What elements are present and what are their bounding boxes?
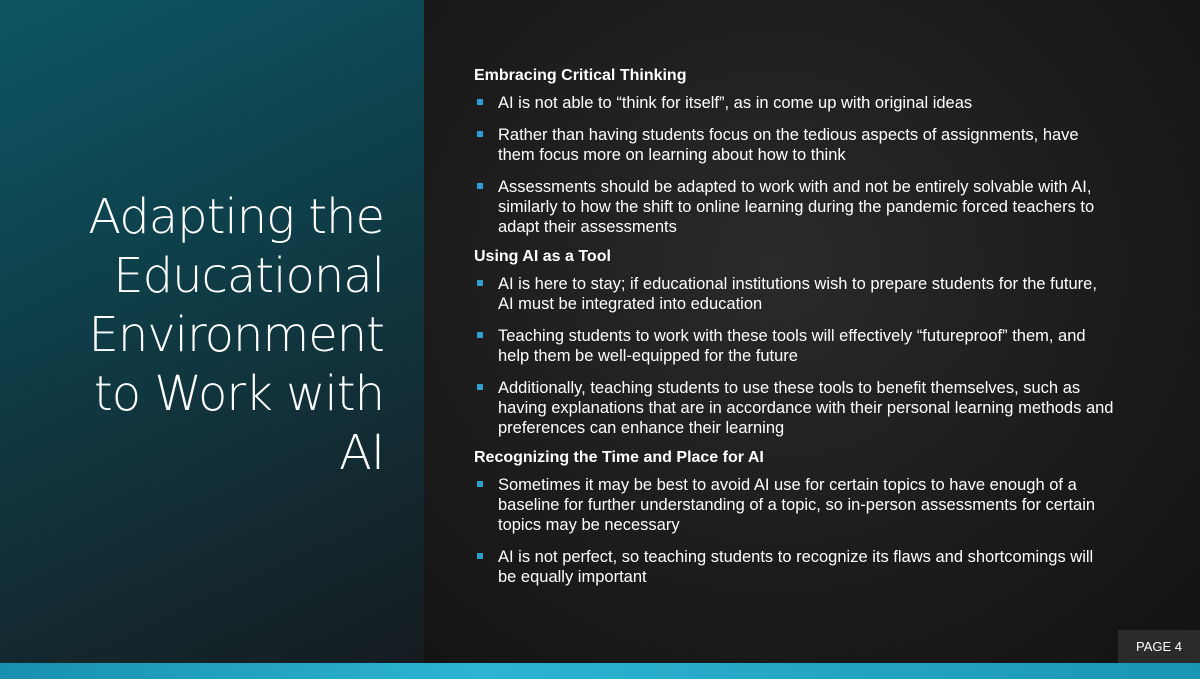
content-body (474, 66, 1114, 599)
square-bullet-icon (477, 99, 483, 105)
square-bullet-icon (477, 280, 483, 286)
bullet-item (474, 475, 1114, 535)
square-bullet-icon (477, 481, 483, 487)
section-heading: Embracing Critical Thinking (474, 67, 687, 84)
section-ai-tool (474, 247, 1114, 438)
bullet-item (474, 125, 1114, 165)
square-bullet-icon (477, 131, 483, 137)
bullet-item (474, 547, 1114, 587)
section-time-place (474, 448, 1114, 587)
bullet-item (474, 274, 1114, 314)
square-bullet-icon (477, 332, 483, 338)
bullet-text: Sometimes it may be best to avoid AI use for certain topics to have enough of a baseline for further understanding of a topic, so in-person assessments for certain topics may be necessary (498, 476, 1096, 534)
content-panel (424, 0, 1200, 663)
page-number-badge: PAGE 4 (1118, 630, 1200, 663)
title-panel (0, 0, 424, 663)
bullet-text: Additionally, teaching students to use these tools to benefit themselves, such as having explanations that are in accordance with their personal learning methods and preferences can enhance their learning (498, 379, 1114, 437)
bullet-item (474, 326, 1114, 366)
bullet-item (474, 177, 1114, 237)
bullet-text: AI is here to stay; if educational institutions wish to prepare students for the future, AI must be integrated into education (498, 275, 1097, 313)
bullet-item (474, 93, 1114, 113)
section-heading: Using AI as a Tool (474, 248, 611, 265)
square-bullet-icon (477, 183, 483, 189)
bullet-text: AI is not perfect, so teaching students to recognize its flaws and shortcomings will be equally important (498, 548, 1094, 586)
square-bullet-icon (477, 384, 483, 390)
bullet-text: Teaching students to work with these tools will effectively “futureproof” them, and help them be well-equipped for the future (498, 327, 1086, 365)
bullet-text: AI is not able to “think for itself”, as in come up with original ideas (498, 94, 973, 112)
bullet-text: Assessments should be adapted to work with and not be entirely solvable with AI, similarly to how the shift to online learning during the pandemic forced teachers to adapt their assessments (498, 178, 1095, 236)
section-heading: Recognizing the Time and Place for AI (474, 449, 764, 466)
slide-title: Adapting the Educational Environment to Work with AI (88, 189, 384, 481)
bullet-text: Rather than having students focus on the tedious aspects of assignments, have them focus more on learning about how to think (498, 126, 1079, 164)
bottom-accent-bar (0, 663, 1200, 679)
square-bullet-icon (477, 553, 483, 559)
bullet-item (474, 378, 1114, 438)
section-critical-thinking (474, 66, 1114, 237)
